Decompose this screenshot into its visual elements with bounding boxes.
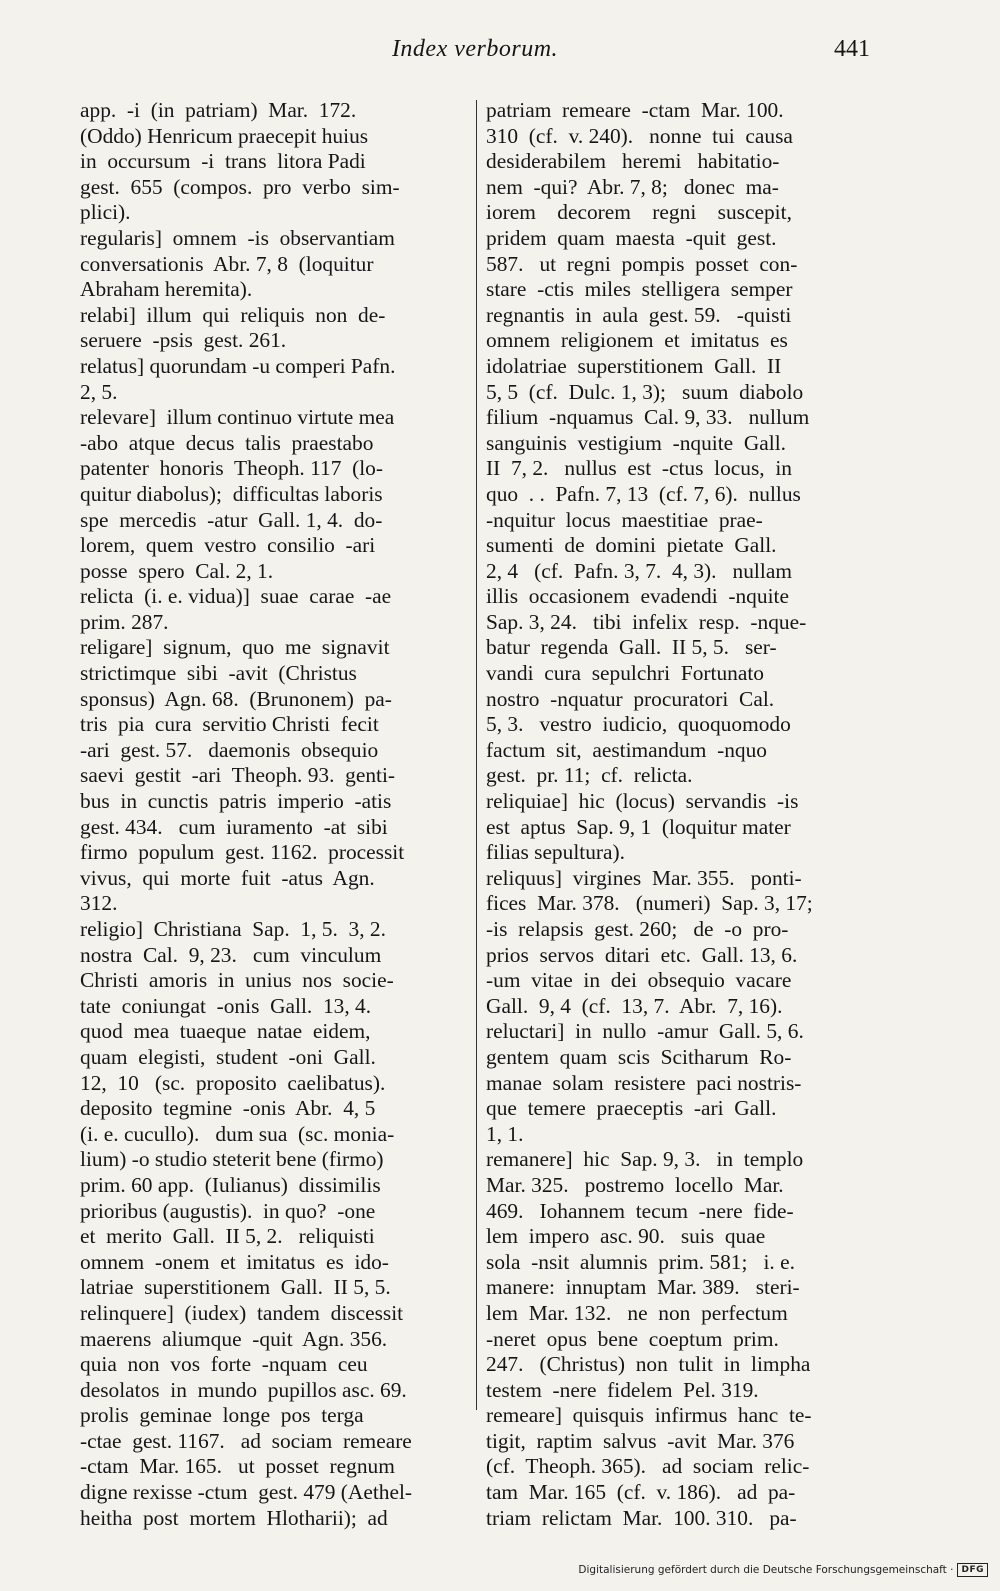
- text-line: nostro -nquatur procuratori Cal.: [486, 686, 775, 711]
- dfg-logo: DFG: [957, 1563, 988, 1577]
- text-line: (cf. Theoph. 365). ad sociam relic-: [486, 1454, 810, 1479]
- text-line: -ari gest. 57. daemonis obsequio: [80, 737, 379, 762]
- page-header: [80, 36, 870, 76]
- text-line: Abraham heremita).: [80, 277, 253, 302]
- text-line: quia non vos forte -nquam ceu: [80, 1352, 368, 1377]
- text-line: saevi gestit -ari Theoph. 93. genti-: [80, 763, 396, 788]
- text-line: nostra Cal. 9, 23. cum vinculum: [80, 942, 382, 967]
- text-line: heitha post mortem Hlotharii); ad: [80, 1505, 388, 1530]
- text-line: fices Mar. 378. (numeri) Sap. 3, 17;: [486, 891, 813, 916]
- text-line: 5, 5 (cf. Dulc. 1, 3); suum diabolo: [486, 379, 804, 404]
- text-line: Sap. 3, 24. tibi infelix resp. -nque-: [486, 609, 807, 634]
- text-line: triam relictam Mar. 100. 310. pa-: [486, 1505, 797, 1530]
- text-line: remeare] quisquis infirmus hanc te-: [486, 1403, 812, 1428]
- text-line: -ctae gest. 1167. ad sociam remeare: [80, 1428, 412, 1453]
- text-line: spe mercedis -atur Gall. 1, 4. do-: [80, 507, 383, 532]
- text-line: 587. ut regni pompis posset con-: [486, 251, 798, 276]
- text-line: 12, 10 (sc. proposito caelibatus).: [80, 1070, 386, 1095]
- text-line: app. -i (in patriam) Mar. 172.: [80, 98, 357, 122]
- text-line: posse spero Cal. 2, 1.: [80, 558, 274, 583]
- text-line: tris pia cura servitio Christi fecit: [80, 712, 379, 737]
- text-line: plici).: [80, 200, 131, 225]
- text-line: quam elegisti, student -oni Gall.: [80, 1044, 376, 1069]
- text-line: filium -nquamus Cal. 9, 33. nullum: [486, 405, 810, 430]
- text-line: pridem quam maesta -quit gest.: [486, 225, 777, 250]
- text-line: lium) -o studio steterit bene (firmo): [80, 1147, 384, 1172]
- text-line: desolatos in mundo pupillos asc. 69.: [80, 1377, 407, 1402]
- text-line: regularis] omnem -is observantiam: [80, 225, 395, 250]
- text-line: batur regenda Gall. II 5, 5. ser-: [486, 635, 777, 660]
- text-line: factum sit, aestimandum -nquo: [486, 737, 767, 762]
- text-line: stare -ctis miles stelligera semper: [486, 277, 793, 302]
- text-line: prim. 287.: [80, 609, 169, 634]
- text-line: Christi amoris in unius nos socie-: [80, 968, 394, 993]
- text-line: strictimque sibi -avit (Christus: [80, 661, 357, 686]
- text-line: prolis geminae longe pos terga: [80, 1403, 364, 1428]
- running-title: Index verborum.: [391, 36, 559, 62]
- text-line: 1, 1.: [486, 1121, 524, 1146]
- text-line: manae solam resistere paci nostris-: [486, 1070, 802, 1095]
- text-line: sponsus) Agn. 68. (Brunonem) pa-: [80, 686, 392, 711]
- text-line: -ctam Mar. 165. ut posset regnum: [80, 1454, 395, 1479]
- text-line: deposito tegmine -onis Abr. 4, 5: [80, 1096, 376, 1121]
- text-line: desiderabilem heremi habitatio-: [486, 149, 780, 174]
- text-line: Gall. 9, 4 (cf. 13, 7. Abr. 7, 16).: [486, 993, 783, 1018]
- text-line: idolatriae superstitionem Gall. II: [486, 353, 782, 378]
- text-line: prioribus (augustis). in quo? -one: [80, 1198, 376, 1223]
- text-line: reluctari] in nullo -amur Gall. 5, 6.: [486, 1019, 804, 1044]
- text-line: reliquus] virgines Mar. 355. ponti-: [486, 865, 802, 890]
- text-line: iorem decorem regni suscepit,: [486, 200, 792, 225]
- text-line: 312.: [80, 891, 118, 916]
- text-line: filias sepultura).: [486, 840, 625, 865]
- text-line: -um vitae in dei obsequio vacare: [486, 968, 792, 993]
- text-line: 469. Iohannem tecum -nere fide-: [486, 1198, 794, 1223]
- text-line: religio] Christiana Sap. 1, 5. 3, 2.: [80, 917, 386, 941]
- text-line: vivus, qui morte fuit -atus Agn.: [80, 865, 375, 890]
- text-line: Mar. 325. postremo locello Mar.: [486, 1172, 784, 1197]
- text-line: patenter honoris Theoph. 117 (lo-: [80, 456, 383, 481]
- text-line: reliquiae] hic (locus) servandis -is: [486, 789, 799, 814]
- text-line: seruere -psis gest. 261.: [80, 328, 287, 353]
- text-line: in occursum -i trans litora Padi: [80, 149, 366, 174]
- text-line: regnantis in aula gest. 59. -quisti: [486, 302, 792, 327]
- text-line: -nquitur locus maestitiae prae-: [486, 507, 763, 532]
- text-line: II 7, 2. nullus est -ctus locus, in: [486, 456, 792, 481]
- text-line: -is relapsis gest. 260; de -o pro-: [486, 917, 789, 941]
- text-line: gest. 655 (compos. pro verbo sim-: [80, 174, 400, 199]
- text-line: tigit, raptim salvus -avit Mar. 376: [486, 1428, 795, 1453]
- text-line: illis occasionem evadendi -nquite: [486, 584, 789, 609]
- text-line: relatus] quorundam -u comperi Pafn.: [80, 353, 396, 378]
- text-line: gentem quam scis Scitharum Ro-: [486, 1044, 792, 1069]
- text-line: et merito Gall. II 5, 2. reliquisti: [80, 1224, 375, 1249]
- text-line: lorem, quem vestro consilio -ari: [80, 533, 376, 558]
- text-line: vandi cura sepulchri Fortunato: [486, 661, 765, 686]
- text-line: que temere praeceptis -ari Gall.: [486, 1096, 777, 1121]
- text-line: religare] signum, quo me signavit: [80, 635, 390, 660]
- text-line: gest. pr. 11; cf. relicta.: [486, 763, 693, 788]
- text-line: sumenti de domini pietate Gall.: [486, 533, 777, 558]
- text-line: quo . . Pafn. 7, 13 (cf. 7, 6). nullus: [486, 481, 801, 506]
- text-line: 2, 4 (cf. Pafn. 3, 7. 4, 3). nullam: [486, 558, 792, 583]
- text-line: lem impero asc. 90. suis quae: [486, 1224, 766, 1249]
- text-line: quod mea tuaeque natae eidem,: [80, 1019, 371, 1044]
- text-line: digne rexisse -ctum gest. 479 (Aethel-: [80, 1480, 413, 1505]
- text-line: firmo populum gest. 1162. processit: [80, 840, 405, 865]
- text-line: 2, 5.: [80, 379, 118, 404]
- text-line: nem -qui? Abr. 7, 8; donec ma-: [486, 174, 779, 199]
- text-line: omnem religionem et imitatus es: [486, 328, 788, 353]
- text-line: (i. e. cucullo). dum sua (sc. monia-: [80, 1121, 395, 1146]
- text-line: 247. (Christus) non tulit in limpha: [486, 1352, 811, 1377]
- text-line: sanguinis vestigium -nquite Gall.: [486, 430, 787, 455]
- text-line: tate coniungat -onis Gall. 13, 4.: [80, 993, 372, 1018]
- text-line: prim. 60 app. (Iulianus) dissimilis: [80, 1172, 381, 1197]
- text-line: relinquere] (iudex) tandem discessit: [80, 1300, 404, 1325]
- text-line: gest. 434. cum iuramento -at sibi: [80, 814, 388, 839]
- text-line: relicta (i. e. vidua)] suae carae -ae: [80, 584, 392, 609]
- text-line: relevare] illum continuo virtute mea: [80, 405, 395, 430]
- column-divider: [476, 100, 477, 1410]
- text-line: bus in cunctis patris imperio -atis: [80, 789, 392, 814]
- text-line: est aptus Sap. 9, 1 (loquitur mater: [486, 814, 791, 839]
- text-line: relabi] illum qui reliquis non de-: [80, 302, 386, 327]
- page-number: 441: [834, 36, 870, 62]
- text-line: tam Mar. 165 (cf. v. 186). ad pa-: [486, 1480, 796, 1505]
- text-line: omnem -onem et imitatus es ido-: [80, 1249, 389, 1274]
- text-line: patriam remeare -ctam Mar. 100.: [486, 98, 784, 122]
- text-line: manere: innuptam Mar. 389. steri-: [486, 1275, 800, 1300]
- text-line: sola -nsit alumnis prim. 581; i. e.: [486, 1249, 795, 1274]
- text-line: (Oddo) Henricum praecepit huius: [80, 123, 369, 148]
- left-column: [80, 98, 460, 1531]
- footer: [578, 1563, 988, 1577]
- text-line: remanere] hic Sap. 9, 3. in templo: [486, 1147, 804, 1172]
- right-column: [486, 98, 866, 1531]
- digitization-credit: Digitalisierung gefördert durch die Deutsche Forschungsgemeinschaft ·: [578, 1564, 954, 1576]
- text-line: latriae superstitionem Gall. II 5, 5.: [80, 1275, 391, 1300]
- text-line: quitur diabolus); difficultas laboris: [80, 481, 383, 506]
- text-line: 5, 3. vestro iudicio, quoquomodo: [486, 712, 791, 737]
- text-line: maerens aliumque -quit Agn. 356.: [80, 1326, 388, 1351]
- text-line: -neret opus bene coeptum prim.: [486, 1326, 779, 1351]
- text-line: -abo atque decus talis praestabo: [80, 430, 374, 455]
- text-line: lem Mar. 132. ne non perfectum: [486, 1300, 788, 1325]
- text-line: prios servos ditari etc. Gall. 13, 6.: [486, 942, 798, 967]
- text-line: conversationis Abr. 7, 8 (loquitur: [80, 251, 374, 276]
- text-line: testem -nere fidelem Pel. 319.: [486, 1377, 759, 1402]
- text-line: 310 (cf. v. 240). nonne tui causa: [486, 123, 793, 148]
